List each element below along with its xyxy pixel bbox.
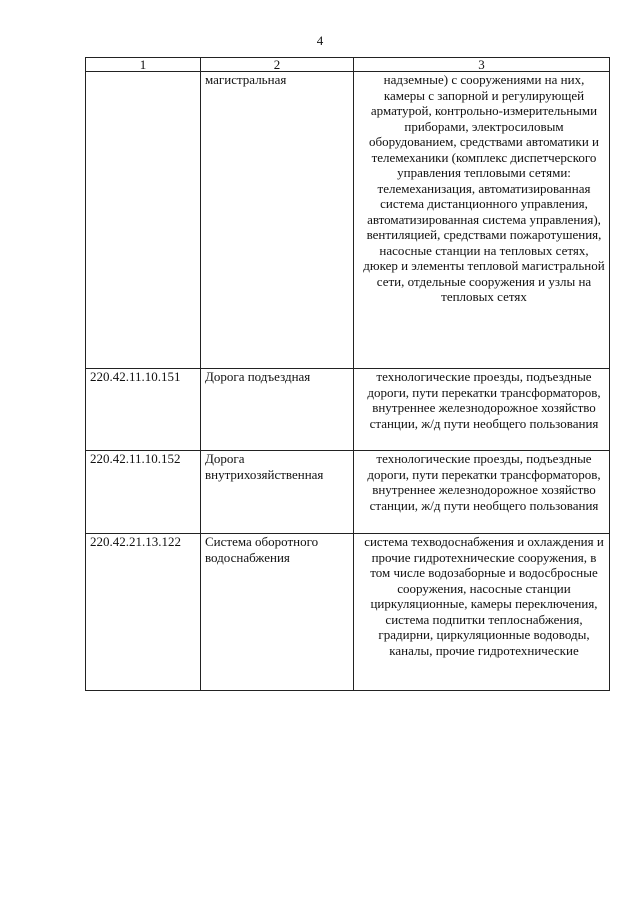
code-cell: 220.42.11.10.152 bbox=[86, 451, 201, 534]
description-cell: технологические проезды, подъездные дороги, пути перекатки трансформаторов, внутреннее железнодорожное хозяйство станции, ж/д пути необщего пользования bbox=[354, 451, 610, 534]
column-header-1: 1 bbox=[86, 58, 201, 72]
description-cell: технологические проезды, подъездные дороги, пути перекатки трансформаторов, внутреннее железнодорожное хозяйство станции, ж/д пути необщего пользования bbox=[354, 369, 610, 451]
name-cell: Дорога подъездная bbox=[201, 369, 354, 451]
classifier-table bbox=[85, 57, 610, 691]
name-cell: магистральная bbox=[201, 72, 354, 369]
code-cell: 220.42.11.10.151 bbox=[86, 369, 201, 451]
table-row bbox=[86, 72, 610, 369]
table-row bbox=[86, 534, 610, 691]
description-cell: надземные) с сооружениями на них, камеры с запорной и регулирующей арматурой, контрольно-измерительными приборами, электросиловым оборудованием, средствами автоматики и телемеханики (комплекс диспетчерского управления тепловыми сетями: телемеханизация, автоматизированная система дистанционного управления, автоматизированная система управления), вентиляцией, средствами пожаротушения, насосные станции на тепловых сетях, дюкер и элементы тепловой магистральной сети, отдельные сооружения и узлы на тепловых сетях bbox=[354, 72, 610, 369]
page-number: 4 bbox=[316, 33, 324, 48]
column-header-2: 2 bbox=[201, 58, 354, 72]
description-cell: система техводоснабжения и охлаждения и прочие гидротехнические сооружения, в том числе водозаборные и водосбросные сооружения, насосные станции циркуляционные, камеры переключения, система подпитки теплоснабжения, градирни, циркуляционные водоводы, каналы, прочие гидротехнические bbox=[354, 534, 610, 691]
table-row bbox=[86, 369, 610, 451]
name-cell: Система оборотного водоснабжения bbox=[201, 534, 354, 691]
code-cell bbox=[86, 72, 201, 369]
name-cell: Дорога внутрихозяйственная bbox=[201, 451, 354, 534]
code-cell: 220.42.21.13.122 bbox=[86, 534, 201, 691]
header-row bbox=[86, 58, 610, 72]
column-header-3: 3 bbox=[354, 58, 610, 72]
table-row bbox=[86, 451, 610, 534]
